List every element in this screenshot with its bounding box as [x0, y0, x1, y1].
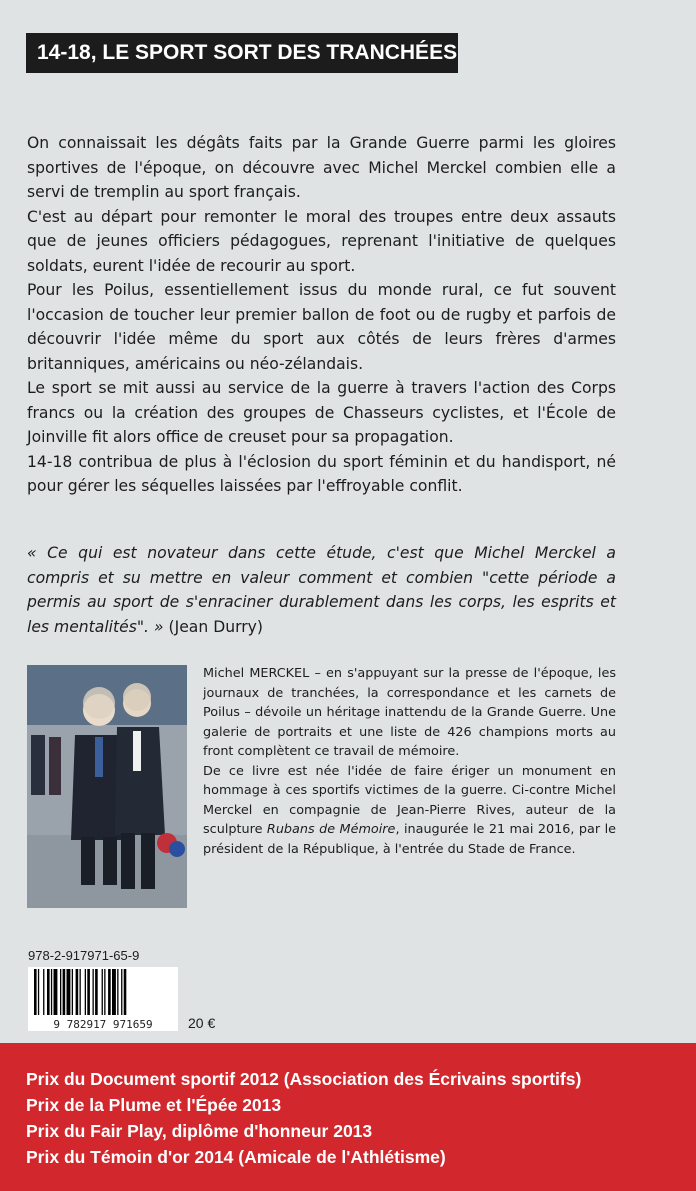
price: 20 € — [188, 1015, 216, 1031]
barcode-bar — [102, 969, 103, 1015]
book-title-banner — [26, 33, 458, 73]
barcode-bar — [112, 969, 116, 1015]
barcode-bar — [108, 969, 111, 1015]
author-bio — [203, 664, 616, 859]
barcode-bar — [47, 969, 50, 1015]
summary-paragraph: 14-18 contribua de plus à l'éclosion du sport féminin et du handisport, né pour gérer les séquelles laissées par l'effroyable conflit. — [27, 452, 616, 495]
barcode-bar — [34, 969, 37, 1015]
bio-text: De ce livre est née l'idée de faire ériger un monument en hommage à ces sportifs victimes de la guerre. Ci-contre Michel Merckel en compagnie de Jean-Pierre Rives, auteur de la sculpture — [203, 763, 616, 837]
awards-list — [0, 1043, 696, 1170]
summary-text — [27, 131, 616, 499]
isbn: 978-2-917971-65-9 — [28, 948, 140, 963]
barcode-bar — [124, 969, 127, 1015]
barcode-bar — [80, 969, 81, 1015]
review-quote — [27, 541, 616, 639]
barcode-bar — [43, 969, 44, 1015]
author-photo-illustration — [27, 665, 187, 908]
barcode-digits: 9 782917 971659 — [28, 1018, 178, 1031]
award-item: Prix du Document sportif 2012 (Association des Écrivains sportifs) — [26, 1069, 582, 1089]
barcode-bars — [28, 967, 178, 1017]
quote-attribution: (Jean Durry) — [168, 617, 263, 636]
barcode — [28, 967, 178, 1031]
barcode-bar — [67, 969, 71, 1015]
book-title: 14-18, LE SPORT SORT DES TRANCHÉES — [37, 41, 458, 64]
barcode-bar — [76, 969, 79, 1015]
bio-text: , inaugurée le 21 mai 2016, par le président de la République, à l'entrée du Stade de France. — [203, 822, 617, 857]
bio-paragraph — [203, 762, 616, 860]
barcode-bar — [87, 969, 90, 1015]
barcode-bar — [72, 969, 73, 1015]
summary-paragraph: Pour les Poilus, essentiellement issus du monde rural, ce fut souvent l'occasion de toucher leur premier ballon de foot ou de rugby et parfois de découvrir l'idée même du sport aux côtés de leurs frères d'armes britanniques, américains ou néo-zélandais. — [27, 281, 616, 373]
award-item: Prix du Fair Play, diplôme d'honneur 2013 — [26, 1121, 373, 1141]
award-item: Prix de la Plume et l'Épée 2013 — [26, 1095, 282, 1115]
barcode-bar — [85, 969, 86, 1015]
author-photo — [27, 665, 187, 908]
barcode-bar — [38, 969, 39, 1015]
barcode-bar — [60, 969, 61, 1015]
barcode-bar — [121, 969, 122, 1015]
sculpture-title: Rubans de Mémoire — [266, 822, 396, 837]
award-item: Prix du Témoin d'or 2014 (Amicale de l'Athlétisme) — [26, 1147, 446, 1167]
barcode-bar — [63, 969, 66, 1015]
barcode-bar — [54, 969, 58, 1015]
bio-paragraph: Michel MERCKEL – en s'appuyant sur la presse de l'époque, les journaux de tranchées, la correspondance et les carnets de Poilus – dévoile un héritage inattendu de la Grande Guerre. Une galerie de portraits et une liste de 426 champions morts au front complètent ce travail de mémoire. — [203, 666, 616, 759]
barcode-bar — [95, 969, 98, 1015]
barcode-bar — [51, 969, 52, 1015]
summary-paragraph: Le sport se mit aussi au service de la guerre à travers l'action des Corps francs ou la création des groupes de Chasseurs cyclistes, et l'École de Joinville fit alors office de creuset pour sa propagation. — [27, 379, 616, 446]
barcode-bar — [104, 969, 105, 1015]
barcode-bar — [117, 969, 118, 1015]
barcode-bar — [93, 969, 94, 1015]
summary-paragraph: On connaissait les dégâts faits par la Grande Guerre parmi les gloires sportives de l'époque, on découvre avec Michel Merckel combien elle a servi de tremplin au sport français. — [27, 134, 616, 201]
quote-text: « Ce qui est novateur dans cette étude, c'est que Michel Merckel a compris et su mettre en valeur comment et combien "cette période a permis au sport de s'enraciner durablement dans les corps, les esprits et les mentalités". » — [27, 544, 616, 636]
summary-paragraph: C'est au départ pour remonter le moral des troupes entre deux assauts que de jeunes officiers pédagogues, reprenant l'initiative de quelques soldats, eurent l'idée de recourir au sport. — [27, 207, 616, 275]
awards-banner — [0, 1043, 696, 1191]
